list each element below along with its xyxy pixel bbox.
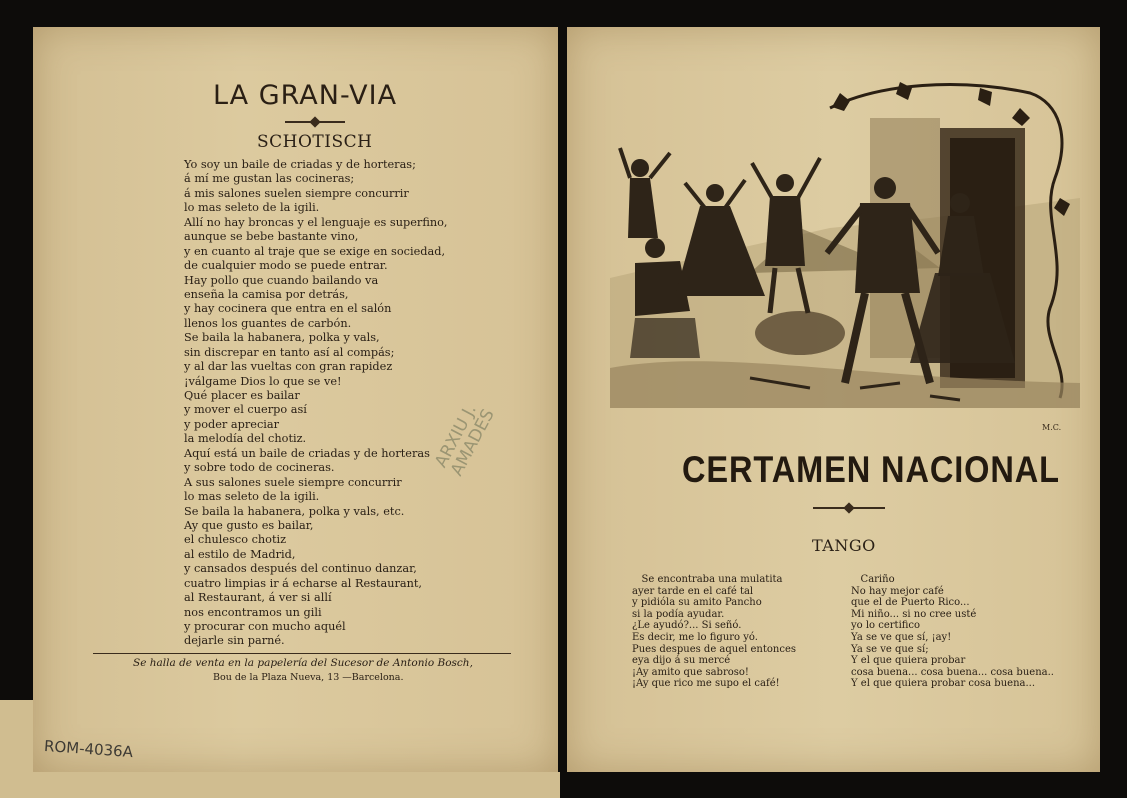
- text-line: al Restaurant, á ver si allí: [184, 591, 332, 605]
- text-line: al estilo de Madrid,: [184, 547, 296, 561]
- text-line: dejarle sin parné.: [184, 634, 285, 648]
- text-line: que el de Puerto Rico...: [851, 597, 970, 609]
- text-line: ¡Ay amito que sabroso!: [632, 666, 749, 678]
- text-line: eya dijo á su mercé: [632, 655, 731, 667]
- title-ornament-rule-right: [813, 507, 885, 509]
- lyrics-gran-via: [184, 158, 448, 649]
- text-line: y procurar con mucho aquél: [184, 620, 346, 633]
- tango-chorus-column: [851, 574, 1054, 690]
- text-line: á mis salones suelen siempre concurrir: [184, 186, 409, 200]
- text-line: No hay mejor café: [851, 585, 944, 597]
- text-line: Cariño: [851, 574, 895, 585]
- text-line: Es decir, me lo figuro yó.: [632, 631, 758, 643]
- text-line: y en cuanto al traje que se exige en sociedad,: [184, 244, 446, 258]
- text-line: nos encontramos un gili: [184, 605, 322, 619]
- text-line: Se baila la habanera, polka y vals,: [184, 331, 380, 345]
- text-line: de cualquier modo se puede entrar.: [184, 259, 388, 273]
- text-line: y pidióla su amito Pancho: [632, 597, 762, 609]
- publisher-address: Bou de la Plaza Nueva, 13 —Barcelona.: [213, 672, 404, 683]
- text-line: y hay cocinera que entra en el salón: [184, 302, 392, 316]
- catalog-reference: ROM-4036A: [43, 736, 134, 762]
- text-line: y poder apreciar: [184, 417, 280, 431]
- text-line: Ay que gusto es bailar,: [184, 518, 314, 532]
- title-ornament-rule: [285, 121, 345, 123]
- text-line: si la podía ayudar.: [632, 608, 725, 620]
- footer-rule: [93, 653, 511, 654]
- text-line: Yo soy un baile de criadas y de horteras;: [184, 158, 416, 171]
- text-line: sin discrepar en tanto así al compás;: [184, 345, 395, 359]
- song-title-certamen: CERTAMEN NACIONAL: [682, 449, 1060, 490]
- page-fold: [558, 27, 567, 772]
- song-subtitle-tango: TANGO: [812, 536, 876, 555]
- text-line: Se baila la habanera, polka y vals, etc.: [184, 504, 405, 518]
- text-line: la melodía del chotiz.: [184, 432, 307, 446]
- tango-verse-column: [632, 574, 796, 690]
- text-line: ¡válgame Dios lo que se ve!: [184, 374, 342, 388]
- text-line: cuatro limpias ir á echarse al Restaurant,: [184, 576, 423, 590]
- text-line: Y el que quiera probar cosa buena...: [851, 678, 1036, 690]
- illustration-signature: M.C.: [1042, 423, 1062, 432]
- text-line: Allí no hay broncas y el lenguaje es superfino,: [184, 215, 448, 229]
- text-line: Ya se ve que sí, ¡ay!: [851, 631, 952, 643]
- text-line: el chulesco chotiz: [184, 533, 287, 547]
- archive-stamp: ARXIU J. AMADES: [431, 401, 499, 480]
- text-line: Se encontraba una mulatita: [632, 574, 783, 585]
- text-line: y cansados después del continuo danzar,: [184, 562, 417, 576]
- text-line: A sus salones suele siempre concurrir: [184, 475, 402, 489]
- text-line: Pues despues de aquel entonces: [632, 643, 797, 655]
- text-line: llenos los guantes de carbón.: [184, 316, 352, 330]
- text-line: Y el que quiera probar: [851, 655, 966, 667]
- text-line: ¡Ay que rico me supo el café!: [632, 678, 780, 690]
- text-line: Ya se ve que sí;: [851, 643, 929, 655]
- text-line: ayer tarde en el café tal: [632, 585, 754, 597]
- song-subtitle-schotisch: SCHOTISCH: [257, 132, 373, 152]
- text-line: Hay pollo que cuando bailando va: [184, 273, 379, 287]
- text-line: Mi niño... si no cree usté: [851, 608, 977, 620]
- text-line: yo lo certifico: [851, 620, 921, 632]
- text-line: lo mas seleto de la igili.: [184, 490, 320, 504]
- text-line: lo mas seleto de la igili.: [184, 201, 320, 215]
- text-line: ¿Le ayudó?... Si señó.: [632, 620, 742, 632]
- text-line: cosa buena... cosa buena... cosa buena..: [851, 666, 1054, 678]
- text-line: aunque se bebe bastante vino,: [184, 230, 359, 244]
- text-line: Qué placer es bailar: [184, 389, 300, 402]
- text-line: á mí me gustan las cocineras;: [184, 172, 355, 186]
- publisher-line: Se halla de venta en la papelería del Sucesor de Antonio Bosch,: [133, 657, 473, 669]
- text-line: Aquí está un baile de criadas y de horteras: [184, 446, 430, 460]
- text-line: enseña la camisa por detrás,: [184, 287, 349, 301]
- text-line: y al dar las vueltas con gran rapidez: [184, 360, 393, 374]
- song-title-gran-via: LA GRAN-VIA: [213, 80, 398, 111]
- text-line: y mover el cuerpo así: [184, 403, 307, 417]
- text-line: y sobre todo de cocineras.: [184, 461, 335, 475]
- dance-illustration: [600, 78, 1085, 418]
